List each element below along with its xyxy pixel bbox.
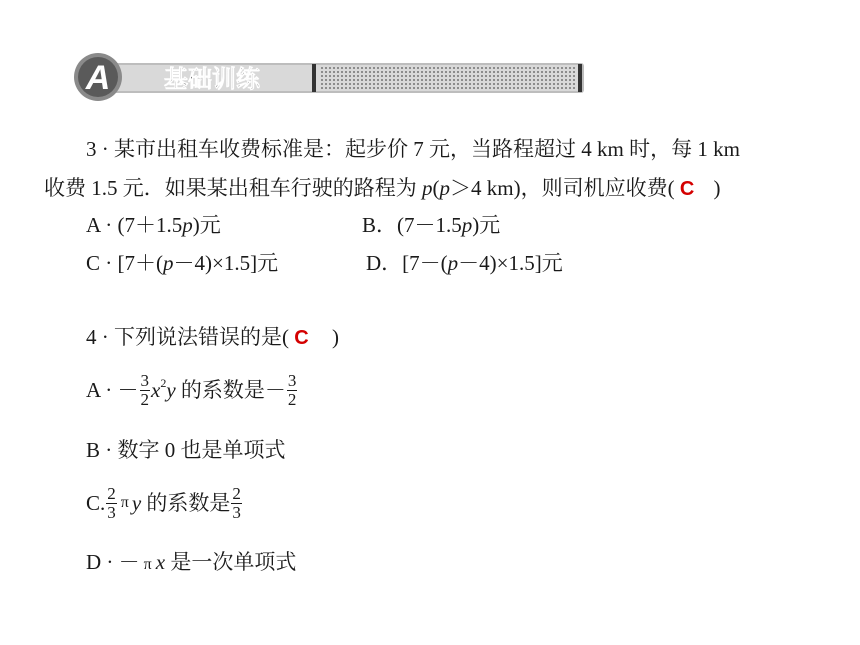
fraction: $\frac{3}{2}$	[140, 371, 149, 409]
section-title: 基础训练	[164, 65, 260, 93]
q4-option-c: C. $\frac{2}{3}$ π y 的系数是 $\frac{2}{3}$	[86, 484, 241, 522]
q4-option-b: B · 数字 0 也是单项式	[86, 438, 286, 462]
section-banner	[72, 50, 592, 102]
fraction: $\frac{2}{3}$	[107, 484, 116, 522]
fraction: $\frac{3}{2}$	[287, 371, 297, 409]
q4-stem: 4 · 下列说法错误的是( C )	[86, 325, 339, 349]
q3-option-a: A · (7＋1.5p)元	[86, 213, 221, 237]
q3-option-d: D．[7－(p－4)×1.5]元	[366, 251, 563, 275]
q3-answer: C	[679, 178, 695, 200]
q4-option-d: D · － π x 是一次单项式	[86, 550, 297, 574]
q3-line1: 3 · 某市出租车收费标准是：起步价 7 元，当路程超过 4 km 时，每 1 km	[86, 137, 740, 161]
fraction: $\frac{2}{3}$	[232, 484, 241, 522]
banner-dot-pattern	[312, 64, 582, 92]
q3-line2: 收费 1.5 元．如果某出租车行驶的路程为 p(p＞4 km)，则司机应收费( C )	[44, 176, 721, 200]
badge-letter: A	[85, 59, 111, 97]
q4-option-a: A · － $\frac{3}{2}$ $x^2y$ 的系数是－ $\frac{3}{2}$	[86, 371, 297, 409]
q4-answer: C	[294, 327, 309, 349]
q3-option-b: B．(7－1.5p)元	[362, 213, 501, 237]
q3-option-c: C · [7＋(p－4)×1.5]元	[86, 251, 279, 275]
